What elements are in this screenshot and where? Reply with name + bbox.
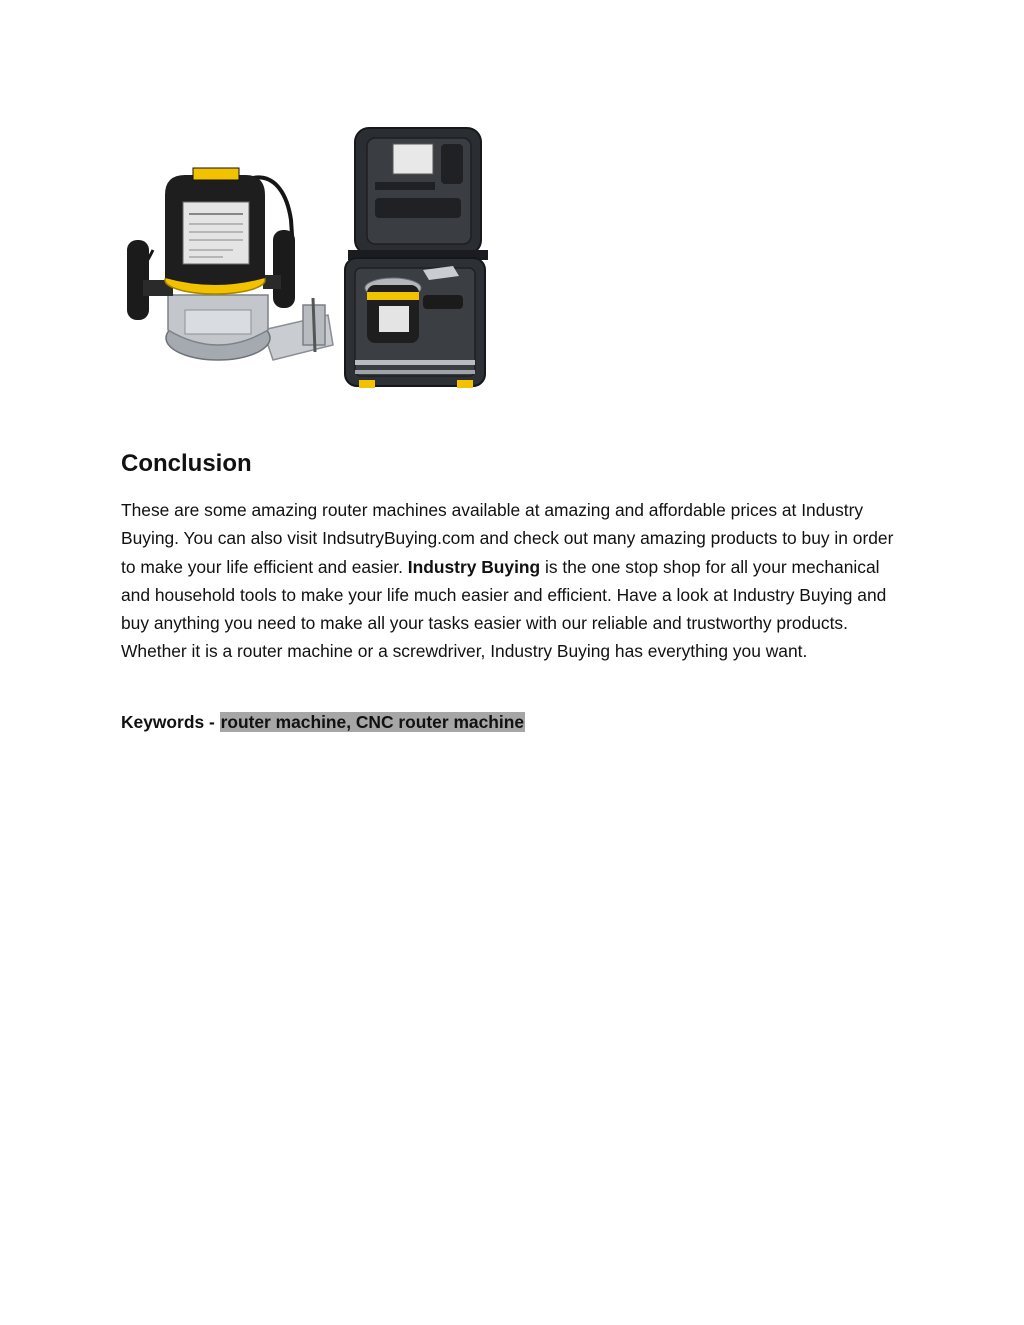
keywords-line <box>121 708 525 736</box>
industry-buying-bold-text: Industry Buying <box>407 556 541 577</box>
router-carrying-case-illustration <box>345 128 488 388</box>
paragraph-text-end: is the one stop shop for all your mechanical and household tools to make your life much easier and efficient. Have a look at Industry Buying and buy anything you need to make all your tasks easier with our reliable and trustworthy products. Whether it is a router machine or a screwdriver, Industry Buying has everything you want. <box>121 556 887 662</box>
conclusion-heading: Conclusion <box>121 450 252 477</box>
keywords-label: Keywords - <box>121 712 220 732</box>
keywords-highlighted-value: router machine, CNC router machine <box>220 712 525 732</box>
router-machine-product-image <box>123 120 489 398</box>
conclusion-paragraph <box>121 496 911 666</box>
paragraph-text-start: These are some amazing router machines available at amazing and affordable prices at Industry Buying. You can also visit IndsutryBuying.com and check out many amazing products to buy in order to make your life efficient and easier. <box>121 500 894 577</box>
router-machine-illustration <box>127 168 333 360</box>
